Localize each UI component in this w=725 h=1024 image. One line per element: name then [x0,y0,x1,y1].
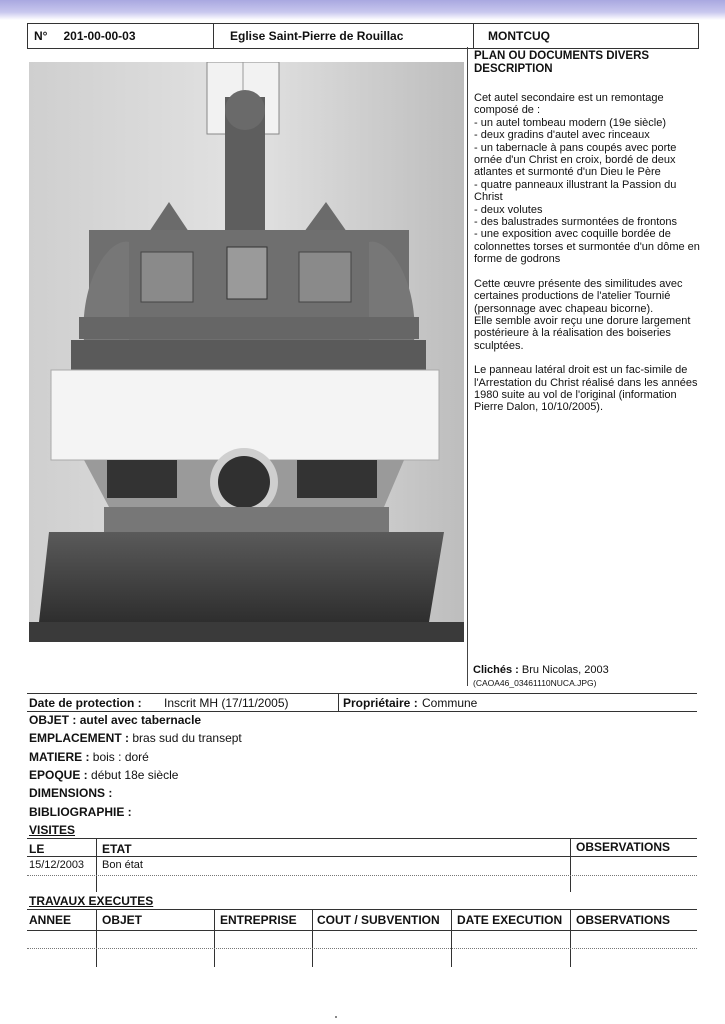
matiere-value: bois : doré [92,750,149,764]
description-paragraph-1: Cet autel secondaire est un remontage composé de : - un autel tombeau modern (19e siècle) - deux gradins d'autel avec rinceaux - un tabernacle à pans coupés avec porte ornée d'un Christ en croix, bordé de deux atlantes et surmonté d'un Dieu le Père - quatre panneaux illustrant la Passion du Christ - deux volutes - des balustrades surmontées de frontons - une exposition avec coquille bordée de colonnettes torses et surmontée d'un dôme en forme de godrons [474,92,700,266]
visites-top-rule [27,838,697,839]
travaux-title: TRAVAUX EXECUTES [29,894,154,908]
visites-header-rule [27,856,697,857]
photo-filename: (CAOA46_03461110NUCA.JPG) [473,678,597,688]
commune-name: MONTCUQ [488,29,550,43]
travaux-header-objet: OBJET [102,913,143,927]
travaux-header-rule [27,930,697,931]
objet-field [29,713,201,727]
owner-value: Commune [422,696,478,710]
epoque-value: début 18e siècle [91,768,179,782]
matiere-field [29,750,149,764]
epoque-field [29,768,178,782]
emplacement-label: EMPLACEMENT : [29,731,129,745]
dimensions-label: DIMENSIONS : [29,786,113,800]
altar-photograph [29,62,464,642]
scan-top-band [0,0,725,20]
travaux-header-entreprise: ENTREPRISE [220,913,297,927]
description-text [474,92,702,426]
description-paragraph-2: Cette œuvre présente des similitudes avec certaines productions de l'atelier Tournié (personnage avec chapeau bicorne). Elle semble avoir reçu une dorure largement postérieure à la réalisation des boiseries sculptées. [474,277,691,352]
visite-date: 15/12/2003 [29,859,85,871]
dimensions-field [29,786,112,800]
photo-credit [473,664,609,676]
protection-separator [338,694,339,711]
plan-documents-title: PLAN OU DOCUMENTS DIVERS [474,50,650,62]
matiere-label: MATIERE : [29,750,90,764]
emplacement-value: bras sud du transept [132,731,242,745]
protection-value: Inscrit MH (17/11/2005) [164,696,289,710]
bibliographie-field [29,805,132,819]
bibliographie-label: BIBLIOGRAPHIE : [29,805,132,819]
travaux-col-divider-2 [214,909,215,967]
number-label: N° [34,29,48,43]
cliches-value: Bru Nicolas, 2003 [521,664,609,676]
visites-header-etat: ETAT [102,842,132,856]
owner-label: Propriétaire : [343,696,418,710]
record-header [27,23,699,49]
description-paragraph-3: Le panneau latéral droit est un fac-simile de l'Arrestation du Christ réalisé dans les années 1980 suite au vol de l'original (information Pierre Dalon, 10/10/2005). [474,364,698,414]
visites-title: VISITES [29,823,76,837]
travaux-col-divider-5 [570,909,571,967]
description-heading [474,50,714,76]
record-number-cell [28,24,214,48]
emplacement-field [29,731,242,745]
travaux-top-rule [27,909,697,910]
travaux-header-cout: COUT / SUBVENTION [317,913,440,927]
visite-etat: Bon état [102,859,143,871]
travaux-col-divider-1 [96,909,97,967]
travaux-col-divider-4 [451,909,452,967]
epoque-label: EPOQUE : [29,768,88,782]
protection-row [27,693,697,712]
visites-row-rule [27,875,697,876]
travaux-row-rule [27,948,697,949]
protection-label: Date de protection : [29,696,142,710]
visites-header-le: LE [29,842,45,856]
objet-label: OBJET : [29,713,77,727]
travaux-header-annee: ANNEE [29,913,72,927]
travaux-col-divider-3 [312,909,313,967]
visites-header-observations: OBSERVATIONS [576,840,671,854]
travaux-header-observations: OBSERVATIONS [576,913,671,927]
record-number: 201-00-00-03 [63,29,136,43]
travaux-header-date-execution: DATE EXECUTION [457,913,563,927]
visites-col-divider-2 [570,838,571,892]
column-divider [467,47,468,686]
cliches-label: Clichés : [473,664,519,676]
description-title: DESCRIPTION [474,63,553,75]
altar-photo-drawing [29,62,464,642]
scan-speck [335,1016,337,1018]
building-name: Eglise Saint-Pierre de Rouillac [214,24,474,48]
objet-value: autel avec tabernacle [79,713,202,727]
visites-col-divider-1 [96,838,97,892]
